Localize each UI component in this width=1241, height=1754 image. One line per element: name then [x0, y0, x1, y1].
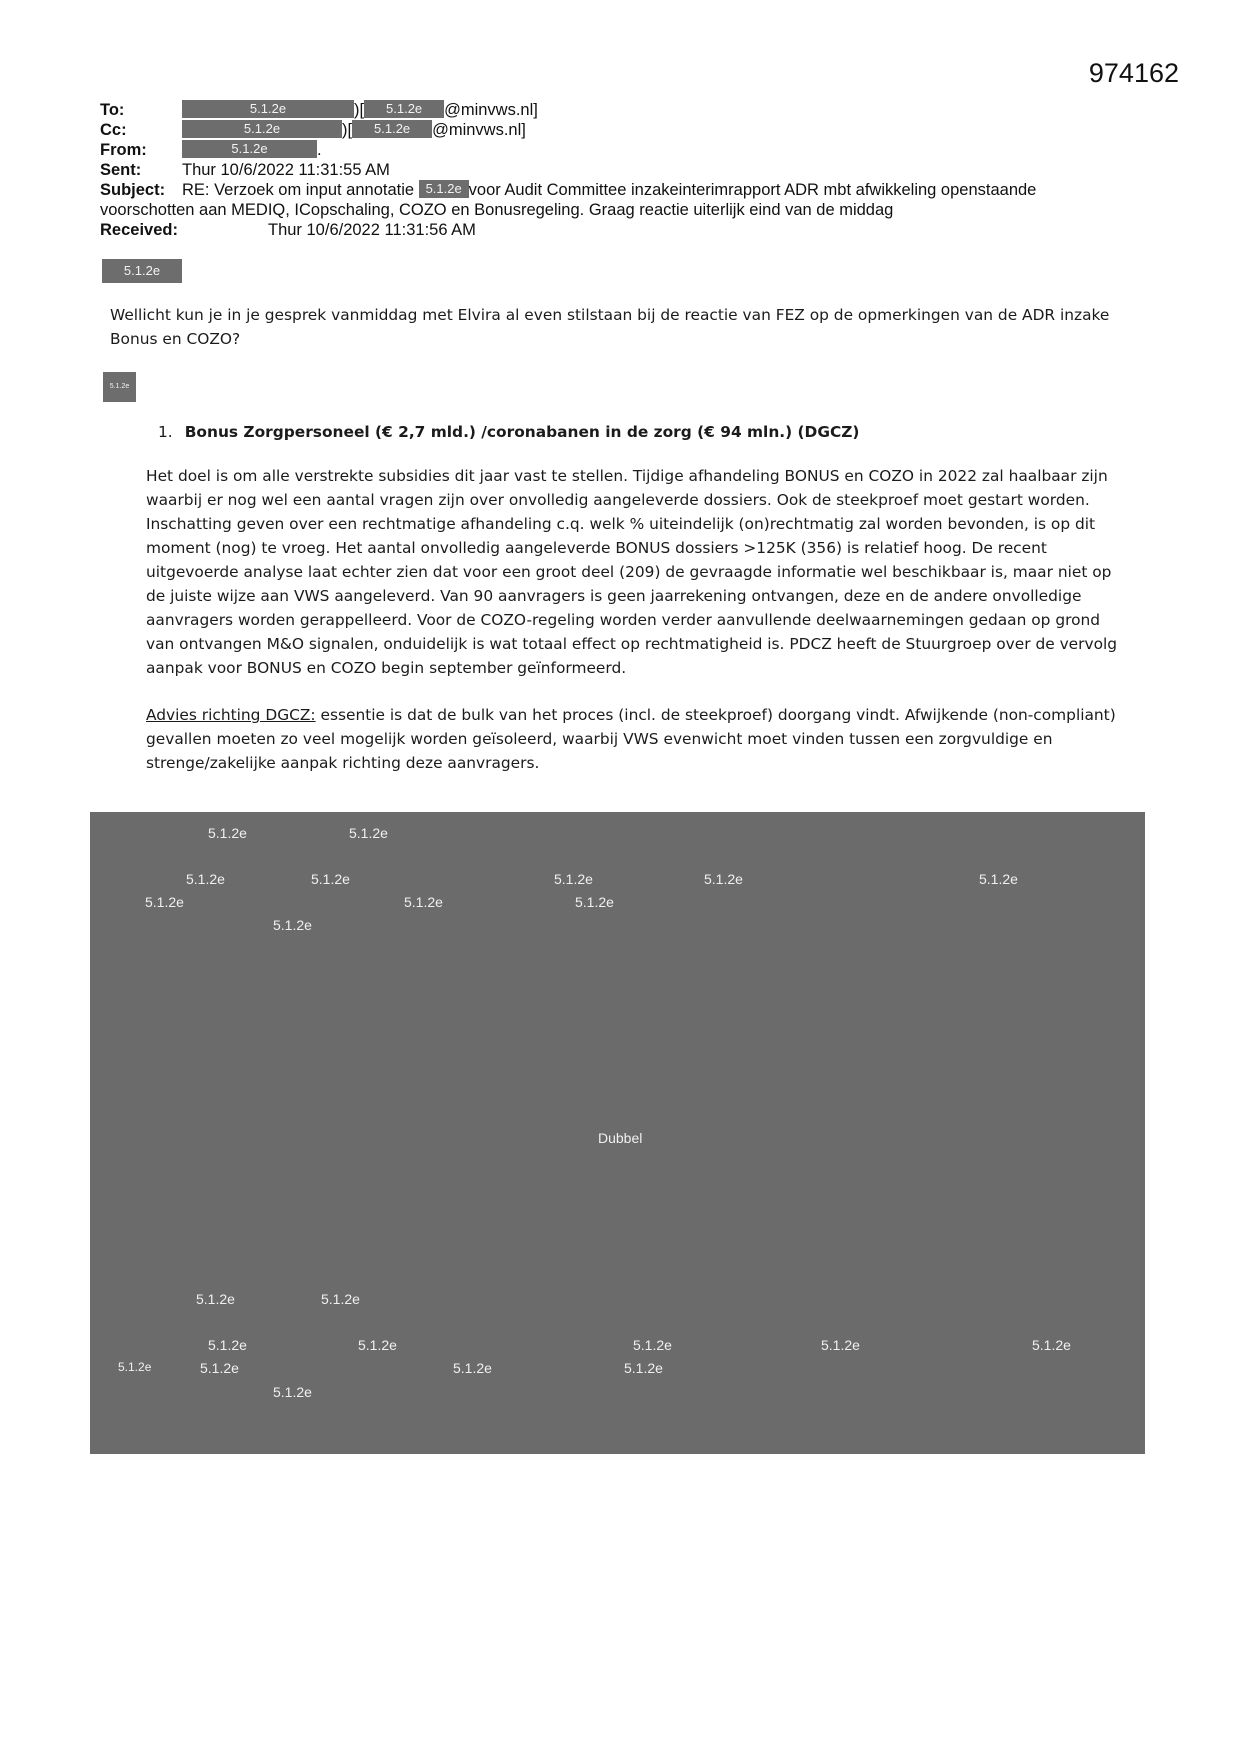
- paragraph-advice: Advies richting DGCZ: essentie is dat de bulk van het proces (incl. de steekproef) doorgang vindt. Afwijkende (non-compliant) gevallen moeten zo veel mogelijk worden geïsoleerd, waarbij VWS evenwicht moet vinden tussen een zorgvuldige en strenge/zakelijke aanpak richting deze aanvragers.: [146, 706, 1116, 772]
- redaction-label: 5.1.2e: [979, 871, 1018, 887]
- redaction-box: 5.1.2e: [364, 100, 444, 118]
- subject-row: Subject: RE: Verzoek om input annotatie 5.1.2e voor Audit Committee inzakeinterimrapport ADR mbt afwikkeling openstaande: [100, 181, 1037, 199]
- item-heading: 1. Bonus Zorgpersoneel (€ 2,7 mld.) /coronabanen in de zorg (€ 94 mln.) (DGCZ): [158, 423, 860, 441]
- redacted-small: 5.1.2e: [103, 372, 136, 402]
- subject-label: Subject:: [100, 181, 166, 199]
- redaction-label: 5.1.2e: [404, 894, 443, 910]
- document-number: 974162: [1088, 58, 1179, 88]
- cc-row: Cc: 5.1.2e )[ 5.1.2e @minvws.nl]: [100, 121, 526, 139]
- redaction-label: 5.1.2e: [453, 1360, 492, 1376]
- redaction-label: 5.1.2e: [321, 1291, 360, 1307]
- redaction-label: 5.1.2e: [311, 871, 350, 887]
- to-label: To:: [100, 101, 125, 119]
- received-row: [100, 220, 1140, 240]
- redaction-label: 5.1.2e: [208, 1337, 247, 1353]
- advice-label: Advies richting DGCZ:: [146, 706, 316, 724]
- redacted-block-label: Dubbel: [598, 1130, 643, 1146]
- cc-label: Cc:: [100, 121, 127, 139]
- sent-value: Thur 10/6/2022 11:31:55 AM: [182, 161, 390, 179]
- redaction-label: 5.1.2e: [200, 1360, 239, 1376]
- redaction-label: 5.1.2e: [186, 871, 225, 887]
- to-domain: @minvws.nl]: [444, 101, 538, 119]
- redaction-label: 5.1.2e: [358, 1337, 397, 1353]
- redaction-label: 5.1.2e: [208, 825, 247, 841]
- cc-domain: @minvws.nl]: [432, 121, 526, 139]
- to-row: To: 5.1.2e )[ 5.1.2e @minvws.nl]: [100, 101, 538, 119]
- redaction-label: 5.1.2e: [349, 825, 388, 841]
- redaction-label: 5.1.2e: [624, 1360, 663, 1376]
- redaction-label: 5.1.2e: [575, 894, 614, 910]
- received-value: Thur 10/6/2022 11:31:56 AM: [268, 221, 476, 239]
- redaction-box: 5.1.2e: [182, 100, 354, 118]
- redaction-label: 5.1.2e: [633, 1337, 672, 1353]
- redaction-label: 5.1.2e: [118, 1360, 152, 1374]
- paragraph-bonus-cozo: Het doel is om alle verstrekte subsidies dit jaar vast te stellen. Tijdige afhandeling BONUS en COZO in 2022 zal haalbaar zijn waarbij er nog wel een aantal vragen zijn over onvolledig aangeleverde dossiers. Ook de steekproef moet gestart worden. Inschatting geven over een rechtmatige afhandeling c.q. welk % uiteindelijk (on)rechtmatig zal worden bevonden, is op dit moment (nog) te vroeg. Het aantal onvolledig aangeleverde BONUS dossiers >125K (356) is relatief hoog. De recent uitgevoerde analyse laat echter zien dat voor een groot deel (209) de gevraagde informatie wel beschikbaar is, maar niet op de juiste wijze aan VWS aangeleverd. Van 90 aanvragers is geen jaarrekening ontvangen, deze en de andere onvolledige aanvragers worden gerappelleerd. Voor de COZO-regeling worden verder aanvullende deelwaarnemingen gedaan op grond van ontvangen M&O signalen, onduidelijk is wat totaal effect op rechtmatigheid is. PDCZ heeft de Stuurgroep over de vervolg aanpak voor BONUS en COZO begin september geïnformeerd.: [146, 467, 1118, 677]
- redaction-box: 5.1.2e: [352, 120, 432, 138]
- sent-row: [100, 160, 1140, 180]
- subject-continuation: voorschotten aan MEDIQ, ICopschaling, COZO en Bonusregeling. Graag reactie uiterlijk eind van de middag: [100, 201, 894, 219]
- redacted-salutation: 5.1.2e: [102, 259, 182, 283]
- from-row: From: 5.1.2e .: [100, 141, 322, 159]
- redaction-box: 5.1.2e: [419, 180, 469, 198]
- redaction-box: 5.1.2e: [182, 120, 342, 138]
- email-header: [100, 100, 1140, 240]
- redaction-label: 5.1.2e: [704, 871, 743, 887]
- redaction-label: 5.1.2e: [1032, 1337, 1071, 1353]
- redaction-label: 5.1.2e: [821, 1337, 860, 1353]
- redaction-box: 5.1.2e: [182, 140, 317, 158]
- sent-label: Sent:: [100, 161, 142, 179]
- redacted-block: [90, 812, 1145, 1454]
- redaction-label: 5.1.2e: [145, 894, 184, 910]
- redaction-label: 5.1.2e: [273, 1384, 312, 1400]
- redaction-label: 5.1.2e: [273, 917, 312, 933]
- redaction-label: 5.1.2e: [196, 1291, 235, 1307]
- redaction-label: 5.1.2e: [554, 871, 593, 887]
- from-label: From:: [100, 141, 147, 159]
- intro-paragraph: Wellicht kun je in je gesprek vanmiddag met Elvira al even stilstaan bij de reactie van FEZ op de opmerkingen van de ADR inzake Bonus en COZO?: [110, 306, 1110, 348]
- received-label: Received:: [100, 221, 178, 239]
